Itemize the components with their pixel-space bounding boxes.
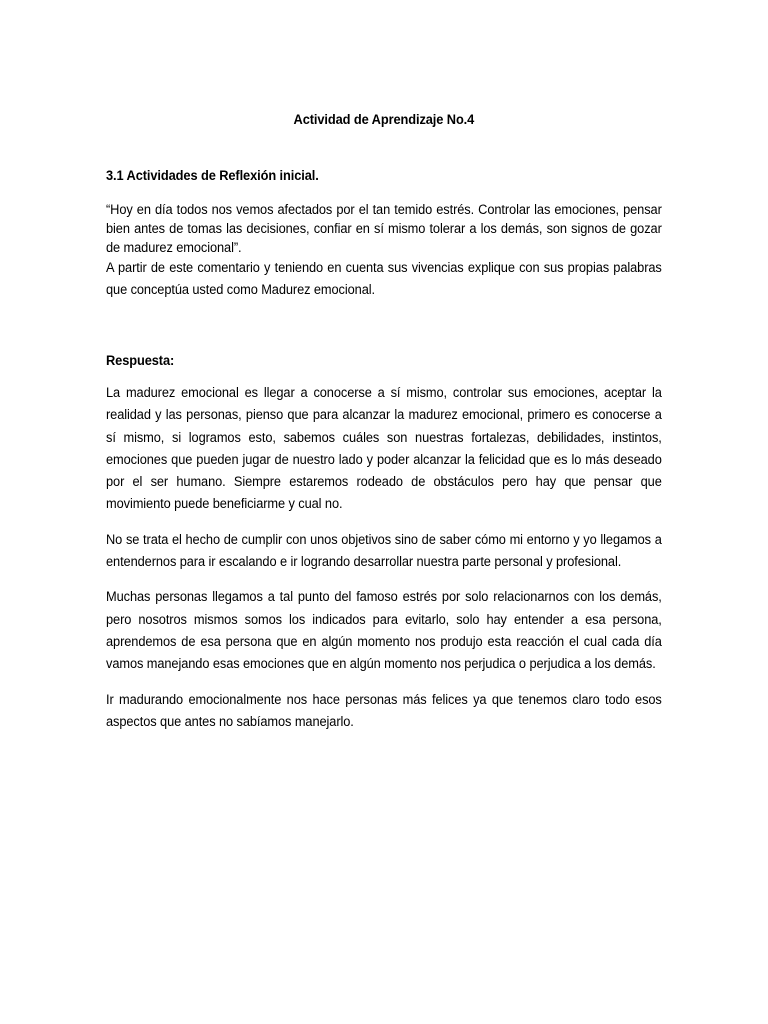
answer-paragraph-3: Muchas personas llegamos a tal punto del famoso estrés por solo relacionarnos con los demás, pero nosotros mismos somos los indicados para evitarlo, solo hay entender a esa persona, aprendemos de esa persona que en algún momento nos produjo esta reacción el cual cada día vamos manejando esas emociones que en algún momento nos perjudica o perjudica a los demás. <box>106 589 662 672</box>
document-title: Actividad de Aprendizaje No.4 <box>293 112 475 127</box>
answer-paragraph-1: La madurez emocional es llegar a conocerse a sí mismo, controlar sus emociones, aceptar la realidad y las personas, pienso que para alcanzar la madurez emocional, primero es conocerse a sí mismo, si logramos esto, sabemos cuáles son nuestras fortalezas, debilidades, instintos, emociones que pueden jugar de nuestro lado y poder alcanzar la felicidad que es lo más deseado por el ser humano. Siempre estaremos rodeado de obstáculos pero hay que pensar que movimiento puede beneficiarme y cual no. <box>106 385 662 512</box>
quote-paragraph: “Hoy en día todos nos vemos afectados por el tan temido estrés. Controlar las emociones, pensar bien antes de tomas las decisiones, confiar en sí mismo tolerar a los demás, son signos de gozar de madurez emocional”. <box>106 202 662 255</box>
instruction-paragraph: A partir de este comentario y teniendo en cuenta sus vivencias explique con sus propias palabras que conceptúa usted como Madurez emocional. <box>106 260 662 297</box>
document-body <box>106 109 662 746</box>
section-heading: 3.1 Actividades de Reflexión inicial. <box>106 168 319 183</box>
response-heading: Respuesta: <box>106 353 175 368</box>
answer-paragraph-4: Ir madurando emocionalmente nos hace personas más felices ya que tenemos claro todo esos aspectos que antes no sabíamos manejarlo. <box>106 691 662 729</box>
answer-paragraph-2: No se trata el hecho de cumplir con unos objetivos sino de saber cómo mi entorno y yo llegamos a entendernos para ir escalando e ir logrando desarrollar nuestra parte personal y profesional. <box>106 531 662 570</box>
